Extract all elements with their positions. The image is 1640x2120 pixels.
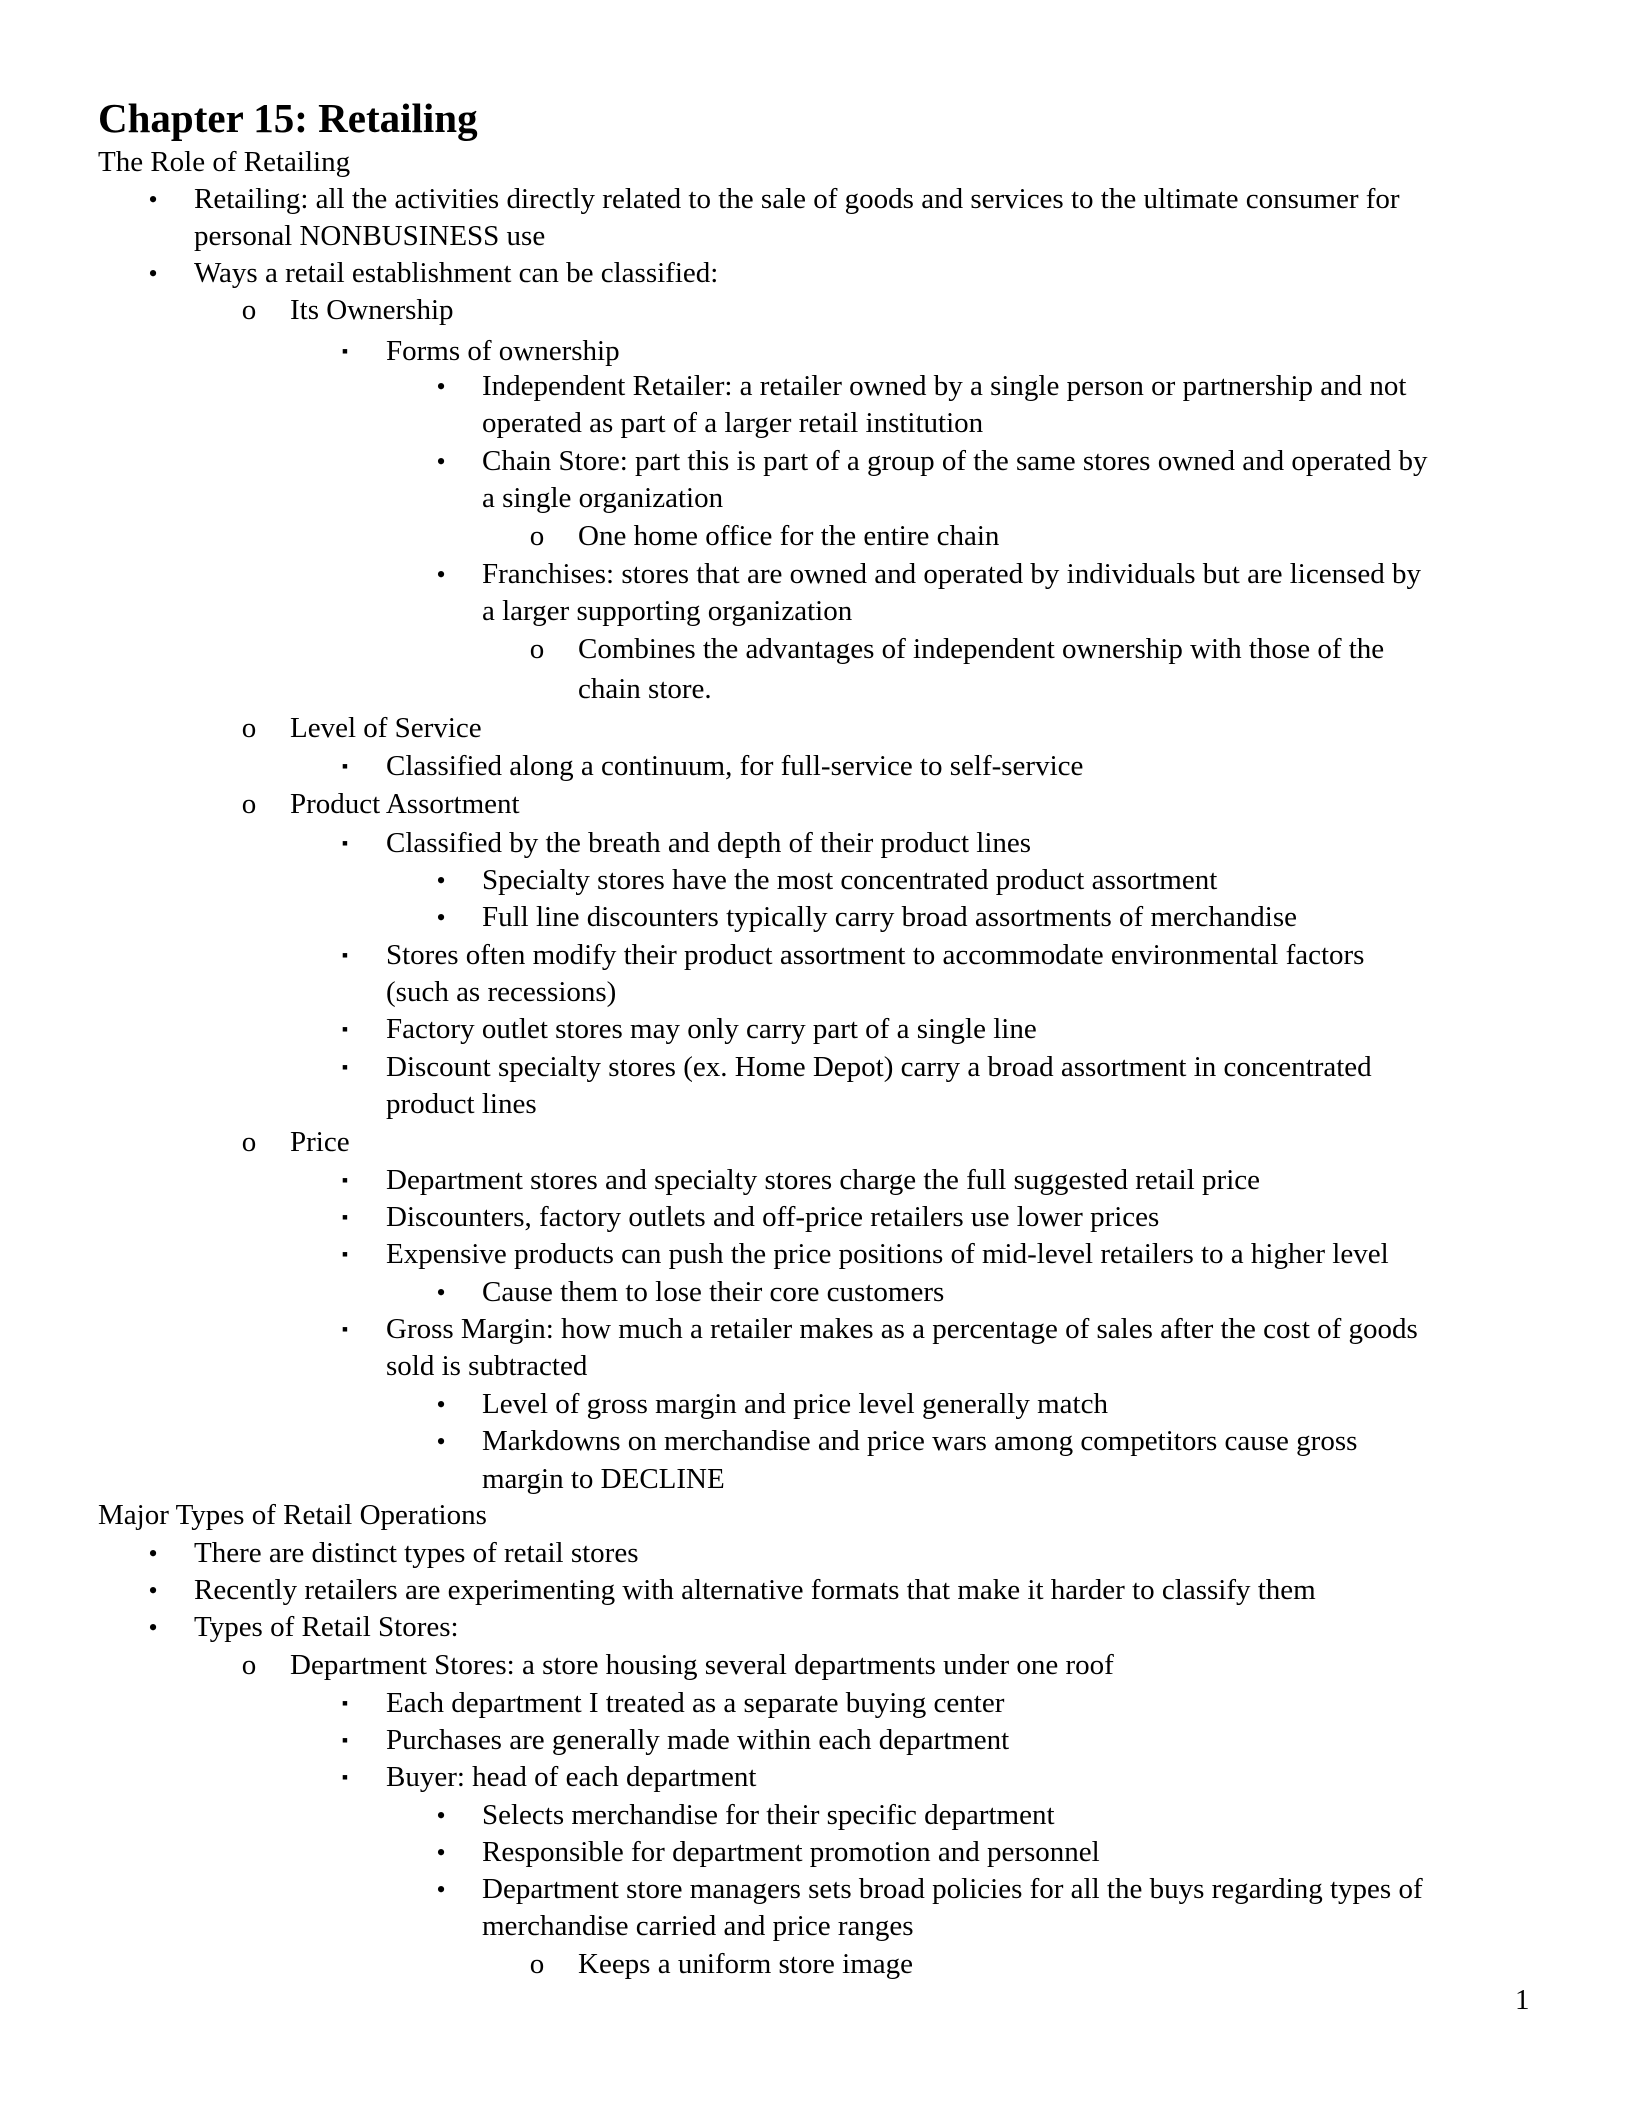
list-item-continuation: merchandise carried and price ranges	[482, 1910, 914, 1942]
list-item: Responsible for department promotion and personnel	[482, 1836, 1100, 1868]
bullet-marker: •	[148, 1539, 158, 1568]
list-item-continuation: a larger supporting organization	[482, 595, 853, 627]
list-item: Expensive products can push the price positions of mid-level retailers to a higher level	[386, 1238, 1389, 1270]
list-item: Factory outlet stores may only carry part of a single line	[386, 1013, 1037, 1045]
bullet-marker: •	[436, 866, 446, 895]
list-item: Its Ownership	[290, 294, 454, 326]
list-item: Product Assortment	[290, 788, 520, 820]
list-item: Cause them to lose their core customers	[482, 1276, 945, 1308]
list-item-continuation: operated as part of a larger retail institution	[482, 407, 984, 439]
bullet-marker: ▪	[341, 1057, 349, 1077]
list-item: Department Stores: a store housing several departments under one roof	[290, 1649, 1114, 1681]
bullet-marker: o	[241, 294, 257, 326]
bullet-marker: ▪	[341, 1693, 349, 1713]
list-item: Each department I treated as a separate buying center	[386, 1687, 1005, 1719]
bullet-marker: o	[529, 1948, 545, 1980]
bullet-marker: •	[436, 560, 446, 589]
list-item: Level of gross margin and price level generally match	[482, 1388, 1108, 1420]
bullet-marker: o	[241, 1126, 257, 1158]
list-item-continuation: margin to DECLINE	[482, 1463, 725, 1495]
section-heading: The Role of Retailing	[98, 146, 351, 178]
list-item-continuation: a single organization	[482, 482, 724, 514]
bullet-marker: ▪	[341, 833, 349, 853]
list-item: Discounters, factory outlets and off-price retailers use lower prices	[386, 1201, 1160, 1233]
bullet-marker: o	[529, 633, 545, 665]
list-item: Classified along a continuum, for full-service to self-service	[386, 750, 1084, 782]
bullet-marker: •	[436, 1390, 446, 1419]
list-item: Full line discounters typically carry broad assortments of merchandise	[482, 901, 1298, 933]
list-item: Buyer: head of each department	[386, 1761, 757, 1793]
bullet-marker: •	[148, 1613, 158, 1642]
list-item: Purchases are generally made within each department	[386, 1724, 1010, 1756]
list-item: Department store managers sets broad policies for all the buys regarding types of	[482, 1873, 1423, 1905]
list-item: Classified by the breath and depth of their product lines	[386, 827, 1032, 859]
list-item: Independent Retailer: a retailer owned by a single person or partnership and not	[482, 370, 1407, 402]
bullet-marker: ▪	[341, 1730, 349, 1750]
bullet-marker: ▪	[341, 1207, 349, 1227]
bullet-marker: ▪	[341, 1767, 349, 1787]
bullet-marker: o	[241, 712, 257, 744]
list-item: Selects merchandise for their specific department	[482, 1799, 1055, 1831]
list-item: Types of Retail Stores:	[194, 1611, 459, 1643]
bullet-marker: •	[436, 1278, 446, 1307]
bullet-marker: ▪	[341, 756, 349, 776]
list-item: Franchises: stores that are owned and operated by individuals but are licensed by	[482, 558, 1422, 590]
bullet-marker: ▪	[341, 1319, 349, 1339]
list-item: There are distinct types of retail stores	[194, 1537, 639, 1569]
list-item: Ways a retail establishment can be classified:	[194, 257, 719, 289]
page-number: 1	[1515, 1984, 1530, 2016]
bullet-marker: ▪	[341, 945, 349, 965]
bullet-marker: •	[148, 259, 158, 288]
list-item-continuation: personal NONBUSINESS use	[194, 220, 546, 252]
bullet-marker: •	[436, 1427, 446, 1456]
bullet-marker: •	[436, 1838, 446, 1867]
section-heading: Major Types of Retail Operations	[98, 1499, 487, 1531]
list-item: Department stores and specialty stores charge the full suggested retail price	[386, 1164, 1260, 1196]
list-item: Stores often modify their product assortment to accommodate environmental factors	[386, 939, 1365, 971]
bullet-marker: ▪	[341, 1244, 349, 1264]
bullet-marker: •	[436, 903, 446, 932]
list-item: Level of Service	[290, 712, 482, 744]
chapter-title: Chapter 15: Retailing	[98, 95, 478, 141]
bullet-marker: ▪	[341, 1019, 349, 1039]
list-item: Chain Store: part this is part of a group of the same stores owned and operated by	[482, 445, 1428, 477]
bullet-marker: o	[529, 520, 545, 552]
list-item: Discount specialty stores (ex. Home Depot) carry a broad assortment in concentrated	[386, 1051, 1372, 1083]
list-item-continuation: chain store.	[578, 673, 712, 705]
list-item: Specialty stores have the most concentrated product assortment	[482, 864, 1218, 896]
list-item: Recently retailers are experimenting with alternative formats that make it harder to classify them	[194, 1574, 1316, 1606]
list-item: One home office for the entire chain	[578, 520, 1000, 552]
bullet-marker: •	[436, 447, 446, 476]
bullet-marker: •	[148, 1576, 158, 1605]
list-item-continuation: sold is subtracted	[386, 1350, 588, 1382]
bullet-marker: ▪	[341, 341, 349, 361]
bullet-marker: •	[148, 185, 158, 214]
bullet-marker: •	[436, 1801, 446, 1830]
list-item: Combines the advantages of independent ownership with those of the	[578, 633, 1385, 665]
list-item: Forms of ownership	[386, 335, 620, 367]
bullet-marker: o	[241, 788, 257, 820]
list-item: Keeps a uniform store image	[578, 1948, 914, 1980]
list-item-continuation: product lines	[386, 1088, 537, 1120]
bullet-marker: •	[436, 372, 446, 401]
bullet-marker: •	[436, 1875, 446, 1904]
bullet-marker: o	[241, 1649, 257, 1681]
list-item: Gross Margin: how much a retailer makes as a percentage of sales after the cost of goods	[386, 1313, 1418, 1345]
list-item-continuation: (such as recessions)	[386, 976, 617, 1008]
list-item: Retailing: all the activities directly related to the sale of goods and services to the ultimate consumer for	[194, 183, 1400, 215]
list-item: Markdowns on merchandise and price wars among competitors cause gross	[482, 1425, 1358, 1457]
bullet-marker: ▪	[341, 1170, 349, 1190]
list-item: Price	[290, 1126, 350, 1158]
